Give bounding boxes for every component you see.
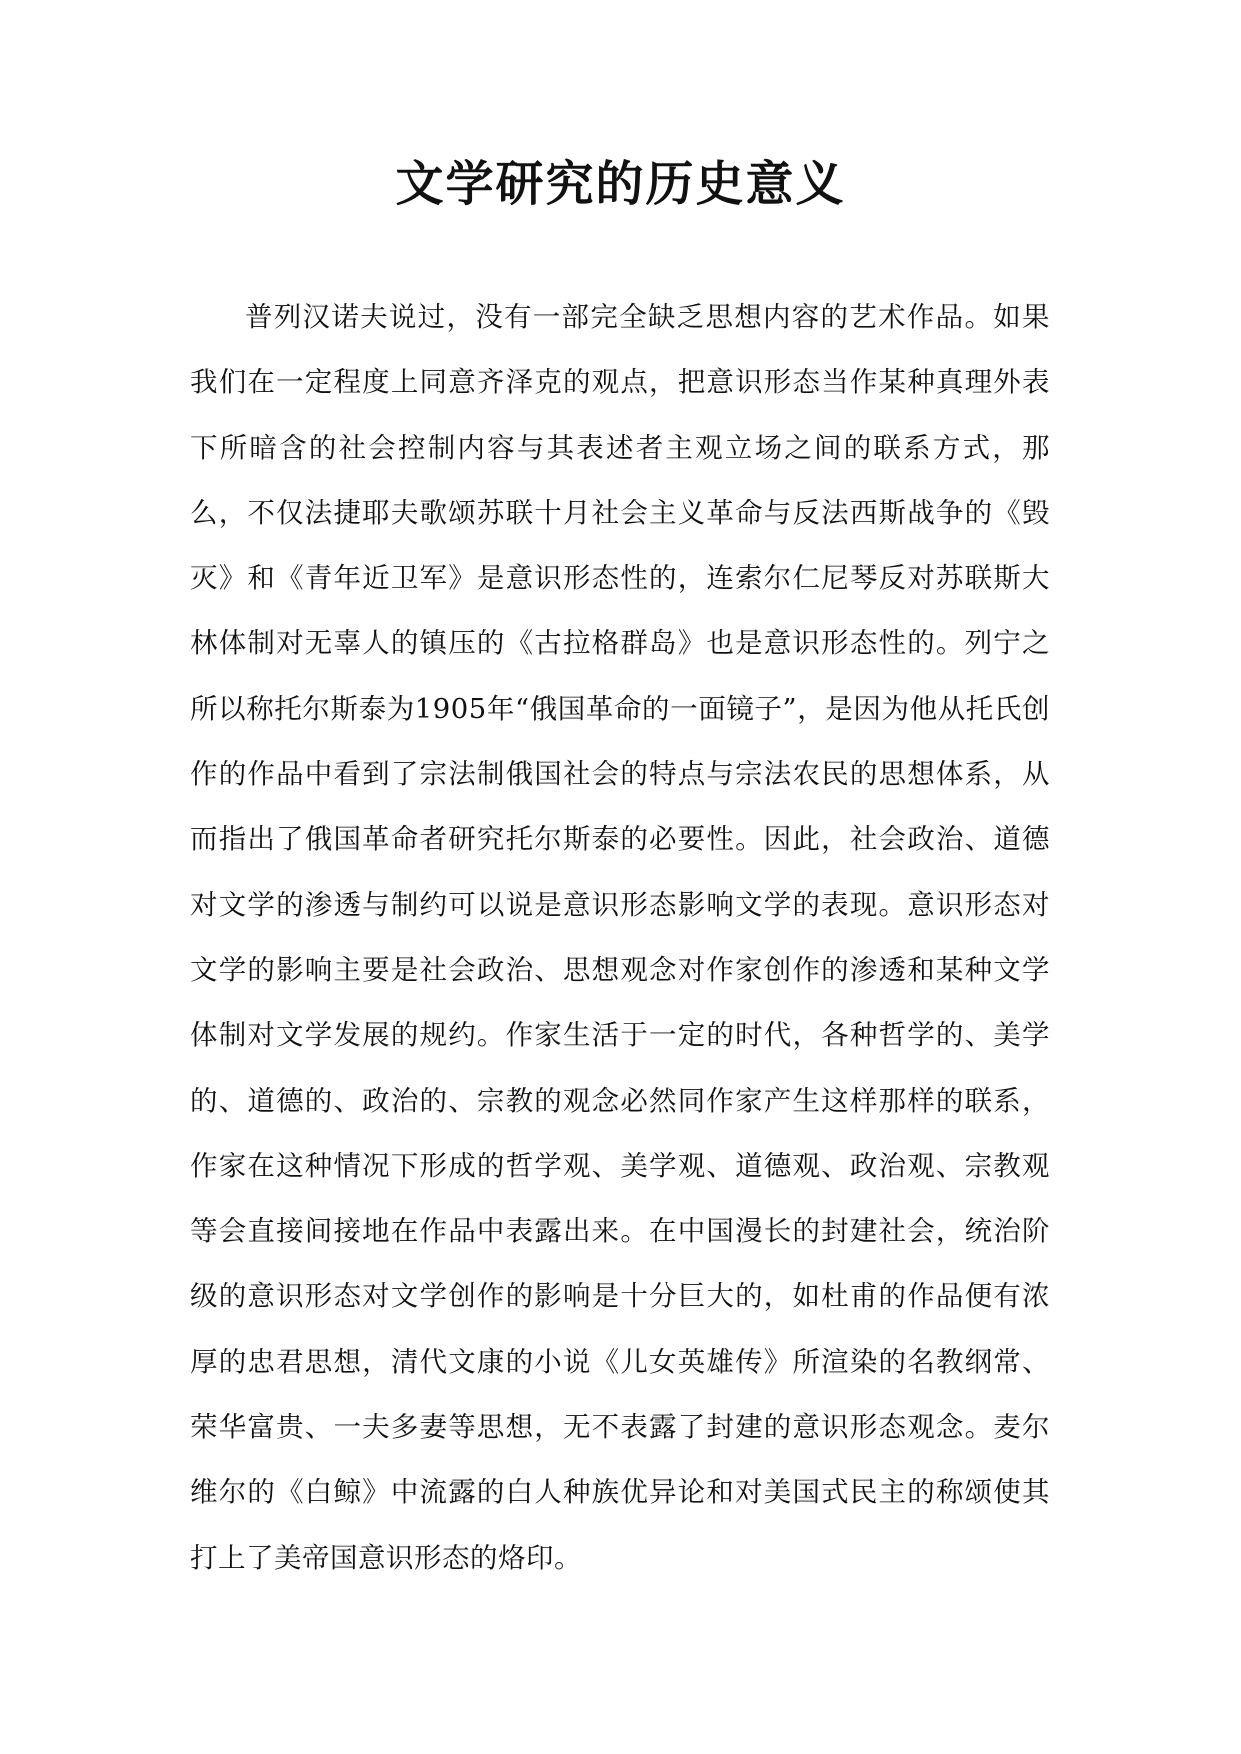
body-paragraph: 普列汉诺夫说过，没有一部完全缺乏思想内容的艺术作品。如果我们在一定程度上同意齐泽克的观点，把意识形态当作某种真理外表下所暗含的社会控制内容与其表述者主观立场之间的联系方式，那么，不仅法捷耶夫歌颂苏联十月社会主义革命与反法西斯战争的《毁灭》和《青年近卫军》是意识形态性的，连索尔仁尼琴反对苏联斯大林体制对无辜人的镇压的《古拉格群岛》也是意识形态性的。列宁之所以称托尔斯泰为1905年“俄国革命的一面镜子”，是因为他从托氏创作的作品中看到了宗法制俄国社会的特点与宗法农民的思想体系，从而指出了俄国革命者研究托尔斯泰的必要性。因此，社会政治、道德对文学的渗透与制约可以说是意识形态影响文学的表现。意识形态对文学的影响主要是社会政治、思想观念对作家创作的渗透和某种文学体制对文学发展的规约。作家生活于一定的时代，各种哲学的、美学的、道德的、政治的、宗教的观念必然同作家产生这样那样的联系，作家在这种情况下形成的哲学观、美学观、道德观、政治观、宗教观等会直接间接地在作品中表露出来。在中国漫长的封建社会，统治阶级的意识形态对文学创作的影响是十分巨大的，如杜甫的作品便有浓厚的忠君思想，清代文康的小说《儿女英雄传》所渲染的名教纲常、荣华富贵、一夫多妻等思想，无不表露了封建的意识形态观念。麦尔维尔的《白鲸》中流露的白人种族优异论和对美国式民主的称颂使其打上了美帝国意识形态的烙印。: [190, 301, 1050, 1574]
document-title: 文学研究的历史意义: [395, 156, 846, 212]
